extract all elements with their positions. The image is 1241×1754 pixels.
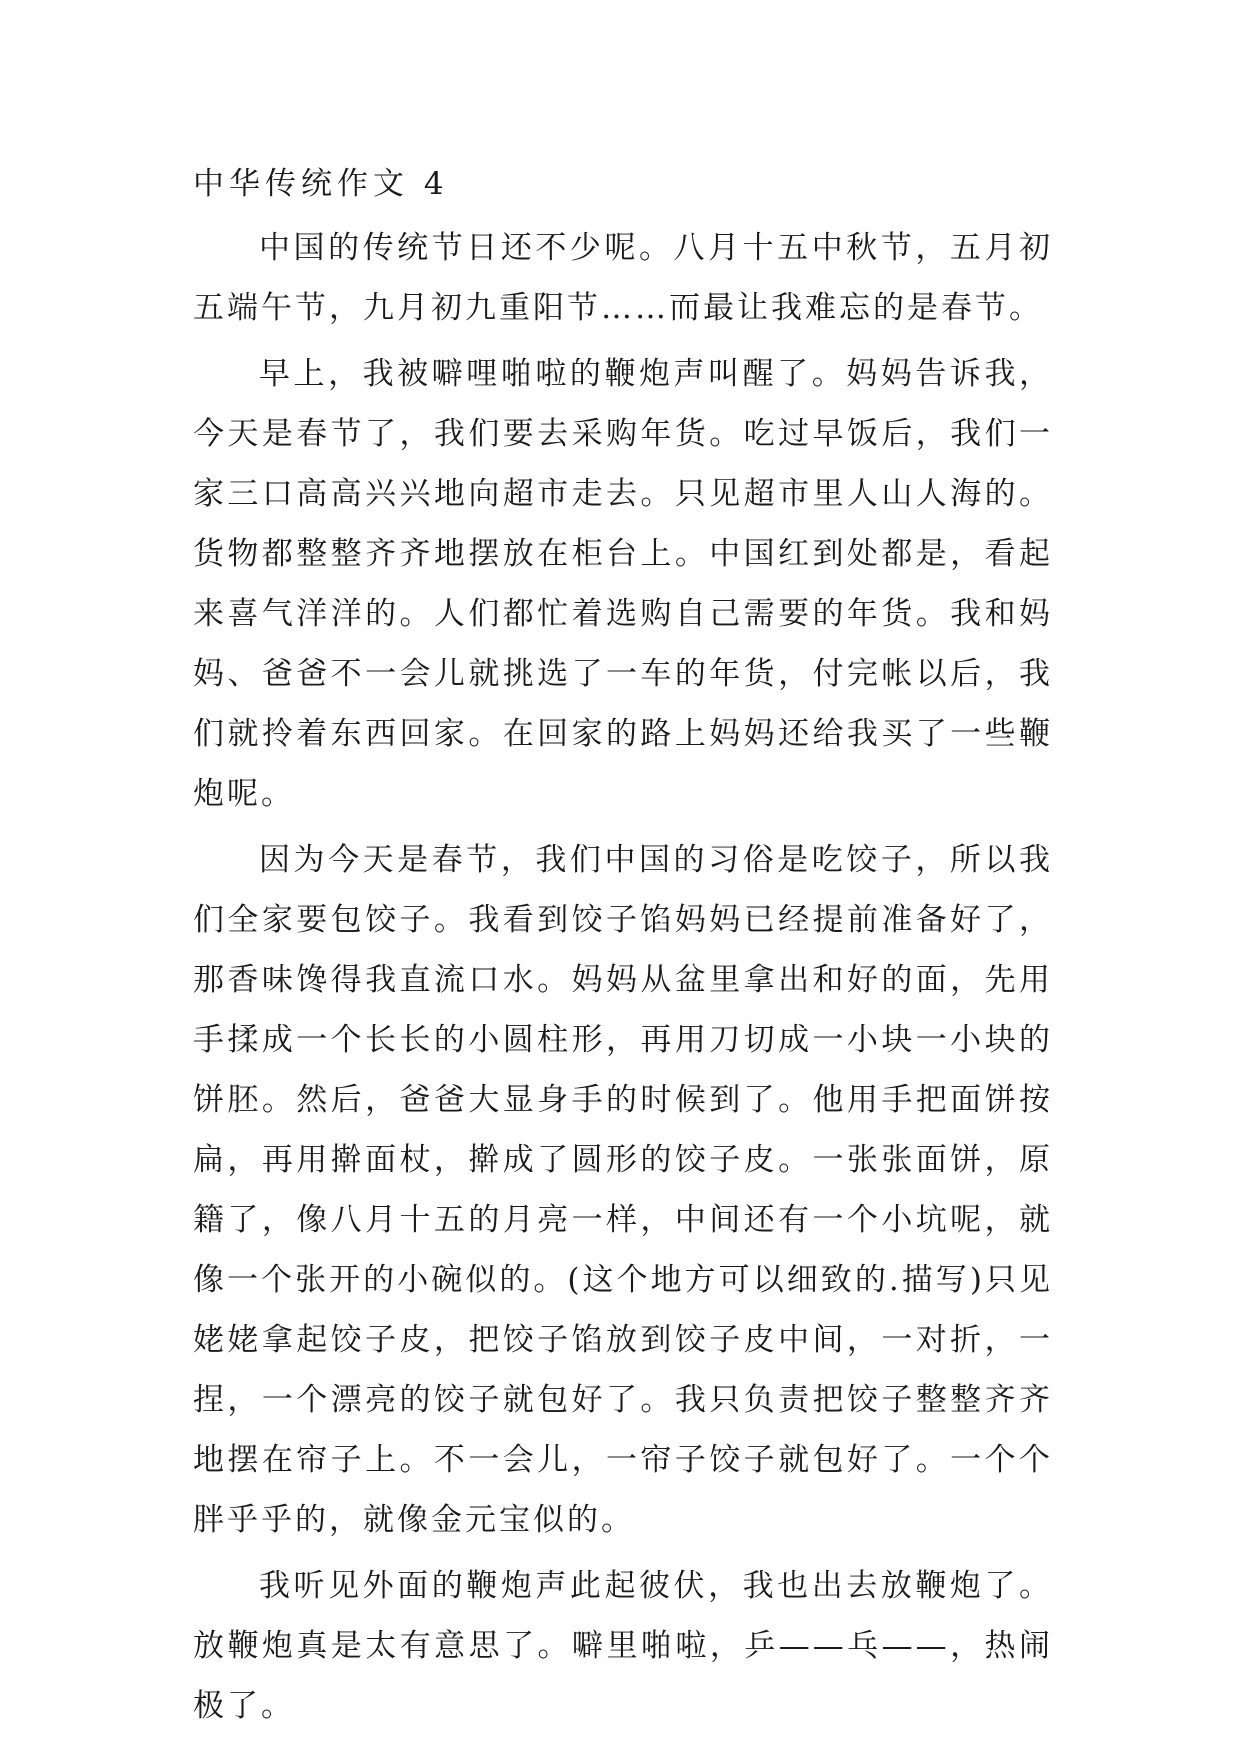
document-body xyxy=(193,158,1053,1742)
paragraph-4: 我听见外面的鞭炮声此起彼伏，我也出去放鞭炮了。放鞭炮真是太有意思了。噼里啪啦，乒——乓——，热闹极了。 xyxy=(193,1568,1053,1724)
paragraph-3: 因为今天是春节，我们中国的习俗是吃饺子，所以我们全家要包饺子。我看到饺子馅妈妈已经提前准备好了，那香味馋得我直流口水。妈妈从盆里拿出和好的面，先用手揉成一个长长的小圆柱形，再用刀切成一小块一小块的饼胚。然后，爸爸大显身手的时候到了。他用手把面饼按扁，再用擀面杖，擀成了圆形的饺子皮。一张张面饼，原籍了，像八月十五的月亮一样，中间还有一个小坑呢，就像一个张开的小碗似的。(这个地方可以细致的.描写)只见姥姥拿起饺子皮，把饺子馅放到饺子皮中间，一对折，一捏，一个漂亮的饺子就包好了。我只负责把饺子整整齐齐地摆在帘子上。不一会儿，一帘子饺子就包好了。一个个胖乎乎的，就像金元宝似的。 xyxy=(193,842,1053,1538)
paragraph-1: 中国的传统节日还不少呢。八月十五中秋节，五月初五端午节，九月初九重阳节……而最让我难忘的是春节。 xyxy=(193,230,1053,326)
document-title: 中华传统作文 4 xyxy=(193,166,449,202)
paragraph-2: 早上，我被噼哩啪啦的鞭炮声叫醒了。妈妈告诉我，今天是春节了，我们要去采购年货。吃过早饭后，我们一家三口高高兴兴地向超市走去。只见超市里人山人海的。货物都整整齐齐地摆放在柜台上。中国红到处都是，看起来喜气洋洋的。人们都忙着选购自己需要的年货。我和妈妈、爸爸不一会儿就挑选了一车的年货，付完帐以后，我们就拎着东西回家。在回家的路上妈妈还给我买了一些鞭炮呢。 xyxy=(193,356,1053,812)
